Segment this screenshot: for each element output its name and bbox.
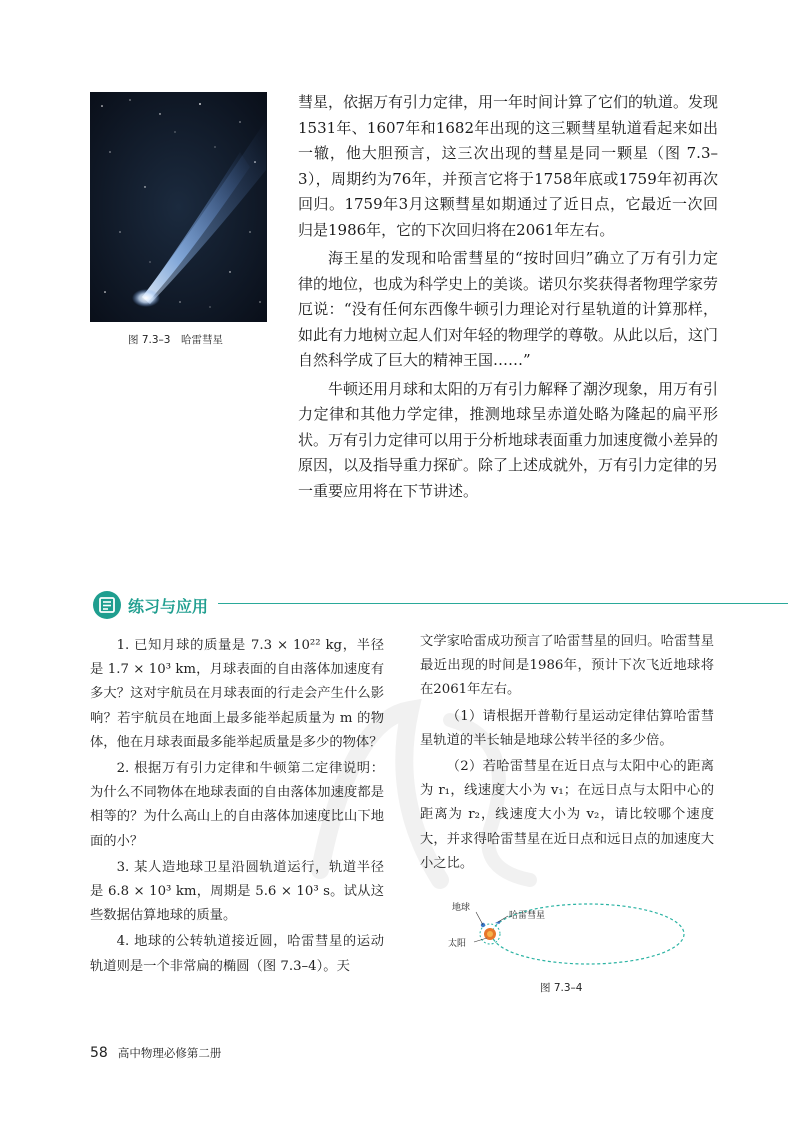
exercises-right-column [420, 630, 714, 878]
exercise-item: 2. 根据万有引力定律和牛顿第二定律说明：为什么不同物体在地球表面的自由落体加速度都是相等的？为什么高山上的自由落体加速度比山下地面的小？ [90, 761, 384, 849]
exercise-continuation: 文学家哈雷成功预言了哈雷彗星的回归。哈雷彗星最近出现的时间是1986年，预计下次飞近地球将在2061年左右。 [420, 634, 714, 698]
exercise-subitem: （1）请根据开普勒行星运动定律估算哈雷彗星轨道的半长轴是地球公转半径的多少倍。 [420, 708, 714, 748]
exercise-item: 4. 地球的公转轨道接近圆，哈雷彗星的运动轨道则是一个非常扁的椭圆（图 7.3–4）。天 [90, 934, 384, 974]
section-header [92, 590, 792, 618]
label-sun: 太阳 [448, 939, 467, 949]
label-comet: 哈雷彗星 [509, 911, 546, 921]
exercises-left-column [90, 634, 384, 981]
exercise-subitem: （2）若哈雷彗星在近日点与太阳中心的距离为 r₁，线速度大小为 v₁；在远日点与太阳中心的距离为 r₂，线速度大小为 v₂，请比较哪个速度大，并求得哈雷彗星在近日点和远日点的加速度大小之比。 [420, 759, 714, 871]
paragraph: 牛顿还用月球和太阳的万有引力解释了潮汐现象，用万有引力定律和其他力学定律，推测地球呈赤道处略为隆起的扁平形状。万有引力定律可以用于分析地球表面重力加速度微小差异的原因，以及指导重力探矿。除了上述成就外，万有引力定律的另一重要应用将在下节讲述。 [298, 379, 719, 500]
exercise-item: 1. 已知月球的质量是 7.3 × 10²² kg，半径是 1.7 × 10³ km，月球表面的自由落体加速度有多大？这对宇航员在月球表面的行走会产生什么影响？若宇航员在地面上最多能举起质量为 m 的物体，他在月球表面最多能举起质量是多少的物体？ [90, 638, 384, 750]
halley-comet-photo [90, 92, 267, 322]
section-divider [218, 603, 788, 604]
exercise-icon [92, 590, 122, 620]
book-title: 高中物理必修第二册 [117, 1046, 222, 1060]
paragraph: 彗星，依据万有引力定律，用一年时间计算了它们的轨道。发现1531年、1607年和1682年出现的这三颗彗星轨道看起来如出一辙，他大胆预言，这三次出现的彗星是同一颗星（图 7.3–3），周期约为76年，并预言它将于1758年底或1759年初再次回归。1759年3月这颗彗星如期通过了近日点，它最近一次回归是1986年，它的下次回归将在2061年左右。 [298, 93, 719, 239]
paragraph: 海王星的发现和哈雷彗星的“按时回归”确立了万有引力定律的地位，也成为科学史上的美谈。诺贝尔奖获得者物理学家劳厄说：“没有任何东西像牛顿引力理论对行星轨道的计算那样，如此有力地树立起人们对年轻的物理学的尊敬。从此以后，这门自然科学成了巨大的精神王国……” [298, 249, 719, 369]
orbit-diagram [440, 892, 690, 972]
figure-caption: 图 7.3–4 [540, 982, 583, 994]
body-text [298, 90, 718, 507]
sun-core [487, 931, 493, 937]
figure-caption: 图 7.3–3 哈雷彗星 [128, 334, 223, 346]
page-footer [90, 1045, 221, 1061]
label-earth: 地球 [452, 903, 471, 913]
section-title: 练习与应用 [128, 597, 209, 616]
exercise-item: 3. 某人造地球卫星沿圆轨道运行，轨道半径是 6.8 × 10³ km，周期是 5.6 × 10³ s。试从这些数据估算地球的质量。 [90, 859, 384, 924]
page-number: 58 [90, 1045, 108, 1061]
